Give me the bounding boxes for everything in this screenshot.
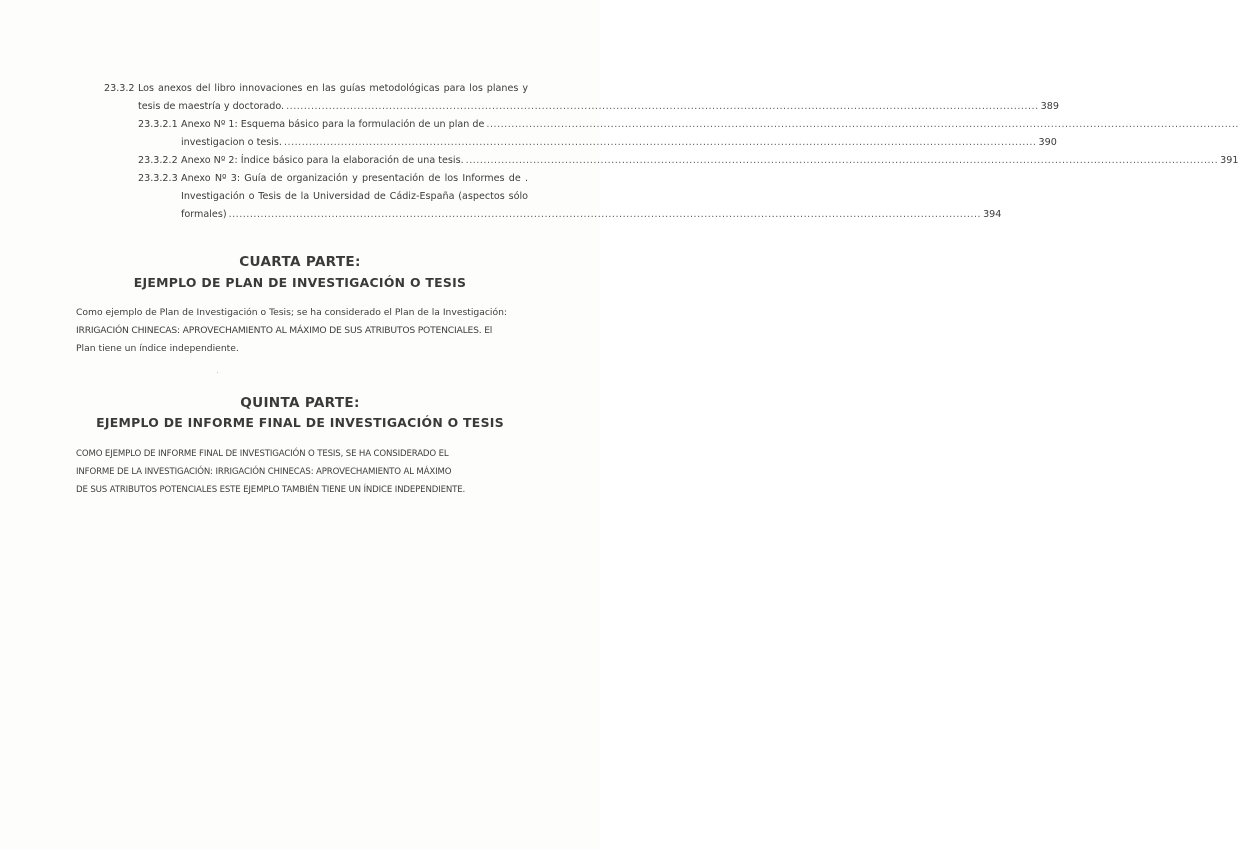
quinta-parte-body-line: COMO EJEMPLO DE INFORME FINAL DE INVESTIGACIÓN O TESIS, SE HA CONSIDERADO EL [76,449,449,459]
toc-entry-text: Anexo Nº 3: Guía de organización y presentación de los Informes de . [181,173,528,184]
cuarta-parte-body-line: Como ejemplo de Plan de Investigación o Tesis; se ha considerado el Plan de la Investigación: [76,307,508,318]
scan-speck [217,372,218,373]
toc-entry-23-3-2[interactable] [104,80,1059,116]
toc-leader-dots [284,134,1037,152]
toc-leader-dots [466,152,1219,170]
toc-page-number: 389 [1040,101,1059,112]
toc-entry-number: 23.3.2.3 [138,173,178,184]
quinta-parte-body-line: INFORME DE LA INVESTIGACIÓN: IRRIGACIÓN CHINECAS: APROVECHAMIENTO AL MÁXIMO [76,467,452,477]
toc-entry-text-continued: investigacion o tesis. [181,137,282,148]
cuarta-parte-body-line: Plan tiene un índice independiente. [76,343,239,354]
quinta-parte-subtitle: EJEMPLO DE INFORME FINAL DE INVESTIGACIÓN O TESIS [96,415,504,430]
toc-page-number: 391 [1220,155,1239,166]
toc-entry-text-continued: Investigación o Tesis de la Universidad de Cádiz-España (aspectos sólo [181,191,528,202]
toc-page-number: 394 [983,209,1002,220]
toc-entry-text-continued: formales) [181,209,227,220]
quinta-parte-body [76,445,526,499]
toc-entry-number: 23.3.2 [104,83,135,94]
cuarta-parte-subtitle: EJEMPLO DE PLAN DE INVESTIGACIÓN O TESIS [133,275,467,290]
toc-entry-23-3-2-2[interactable] [138,152,1239,170]
quinta-parte-body-line: DE SUS ATRIBUTOS POTENCIALES ESTE EJEMPLO TAMBIÉN TIENE UN ÍNDICE INDEPENDIENTE. [76,485,466,495]
toc-entry-23-3-2-3[interactable] [138,170,1002,224]
toc-leader-dots [286,98,1039,116]
toc-entry-23-3-2-1[interactable] [138,116,1057,152]
toc-entry-text: Anexo Nº 2: Índice básico para la elaboración de una tesis. [181,155,464,166]
toc-entry-number: 23.3.2.2 [138,155,178,166]
cuarta-parte-body [76,304,526,358]
toc-page-number: 390 [1038,137,1057,148]
toc-entry-text: Los anexos del libro innovaciones en las guías metodológicas para los planes y [138,83,528,94]
toc-leader-dots [229,206,982,224]
toc-leader-dots [486,116,1239,134]
cuarta-parte-title: CUARTA PARTE: [239,254,361,270]
cuarta-parte-body-line: IRRIGACIÓN CHINECAS: APROVECHAMIENTO AL MÁXIMO DE SUS ATRIBUTOS POTENCIALES. El [76,325,493,336]
toc-entry-text-continued: tesis de maestría y doctorado. [138,101,285,112]
toc-entry-number: 23.3.2.1 [138,119,178,130]
toc-entry-text: Anexo Nº 1: Esquema básico para la formulación de un plan de [181,119,485,130]
quinta-parte-title: QUINTA PARTE: [240,395,360,411]
